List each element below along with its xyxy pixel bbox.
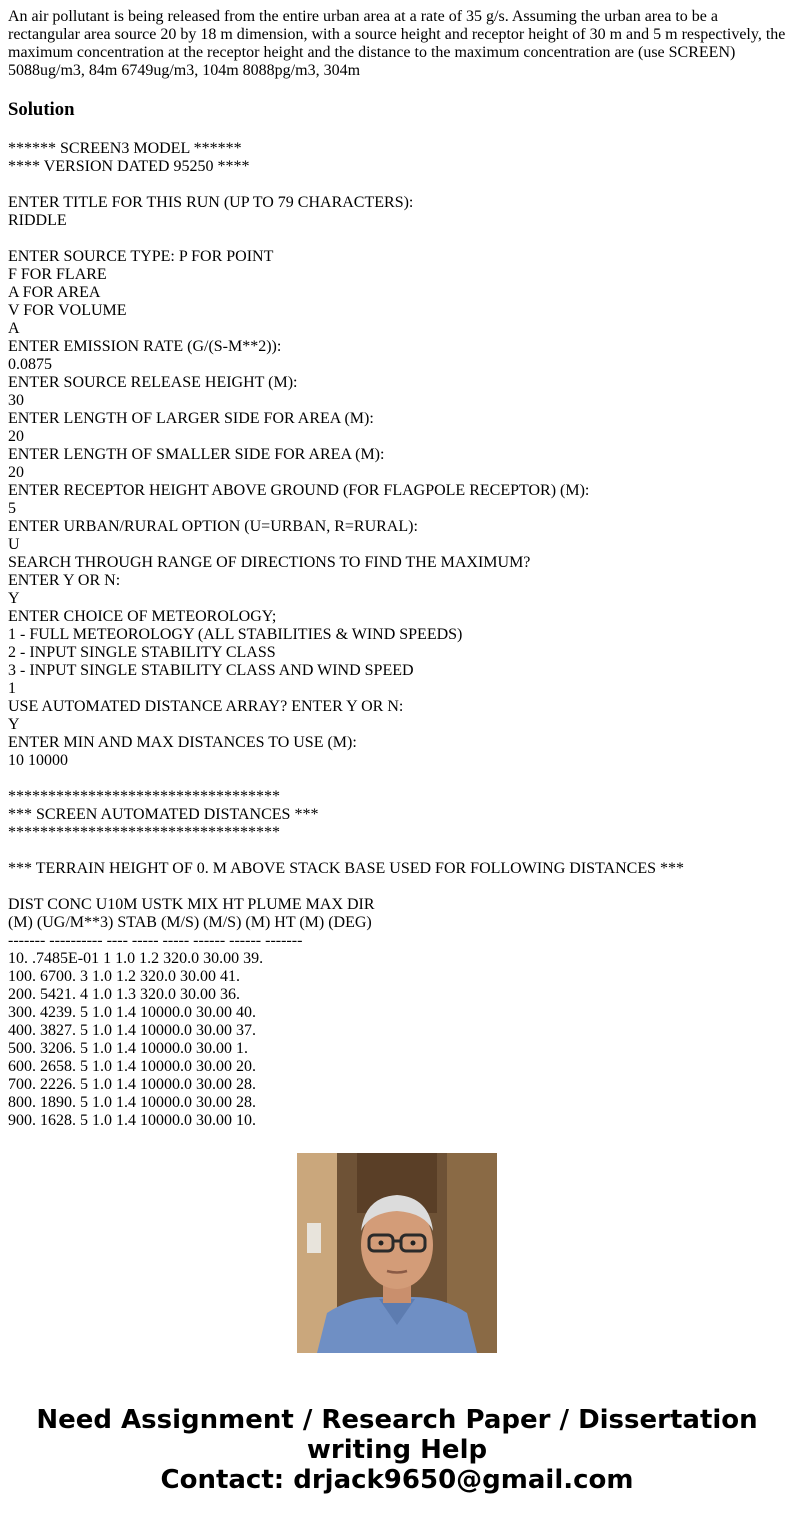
solution-line: A FOR AREA: [8, 284, 101, 301]
solution-line: 10 10000: [8, 752, 68, 769]
solution-line: RIDDLE: [8, 212, 67, 229]
solution-line: *** SCREEN AUTOMATED DISTANCES ***: [8, 806, 319, 823]
solution-line: [8, 176, 788, 194]
solution-line: ENTER SOURCE TYPE: P FOR POINT: [8, 248, 274, 265]
solution-line: DIST CONC U10M USTK MIX HT PLUME MAX DIR: [8, 896, 375, 913]
solution-line: ENTER LENGTH OF LARGER SIDE FOR AREA (M):: [8, 410, 374, 427]
solution-line: 10. .7485E-01 1 1.0 1.2 320.0 30.00 39.: [8, 950, 264, 967]
solution-line: ENTER CHOICE OF METEOROLOGY;: [8, 608, 277, 625]
solution-line: [8, 770, 788, 788]
question-text: An air pollutant is being released from the entire urban area at a rate of 35 g/s. Assuming the urban area to be a rectangular area source 20 by 18 m dimension, with a source height and receptor height of 30 m and 5 m respectively, the maximum concentration at the receptor height and the distance to the maximum concentration are (use SCREEN) 5088ug/m3, 84m 6749ug/m3, 104m 8088pg/m3, 304m: [8, 8, 786, 79]
solution-line: F FOR FLARE: [8, 266, 107, 283]
solution-line: 30: [8, 392, 24, 409]
solution-line: 700. 2226. 5 1.0 1.4 10000.0 30.00 28.: [8, 1076, 256, 1093]
solution-line: 300. 4239. 5 1.0 1.4 10000.0 30.00 40.: [8, 1004, 256, 1021]
contact-footer: [0, 1405, 794, 1495]
solution-line: SEARCH THROUGH RANGE OF DIRECTIONS TO FIND THE MAXIMUM?: [8, 554, 531, 571]
solution-line: ENTER RECEPTOR HEIGHT ABOVE GROUND (FOR FLAGPOLE RECEPTOR) (M):: [8, 482, 590, 499]
person-portrait-icon: [297, 1153, 497, 1353]
solution-line: ****** SCREEN3 MODEL ******: [8, 140, 242, 157]
solution-line: **********************************: [8, 788, 280, 805]
solution-line: Y: [8, 590, 20, 607]
solution-line: [8, 230, 788, 248]
solution-line: 3 - INPUT SINGLE STABILITY CLASS AND WIND SPEED: [8, 662, 414, 679]
solution-line: [8, 842, 788, 860]
solution-line: 20: [8, 428, 24, 445]
solution-line: ------- ---------- ---- ----- ----- ------ ------ -------: [8, 932, 303, 949]
solution-line: **** VERSION DATED 95250 ****: [8, 158, 250, 175]
solution-heading: Solution: [8, 99, 75, 120]
solution-line: 20: [8, 464, 24, 481]
solution-line: *** TERRAIN HEIGHT OF 0. M ABOVE STACK BASE USED FOR FOLLOWING DISTANCES ***: [8, 860, 684, 877]
solution-line: 400. 3827. 5 1.0 1.4 10000.0 30.00 37.: [8, 1022, 256, 1039]
solution-line: ENTER MIN AND MAX DISTANCES TO USE (M):: [8, 734, 357, 751]
solution-line: U: [8, 536, 20, 553]
solution-line: ENTER EMISSION RATE (G/(S-M**2)):: [8, 338, 282, 355]
document: [8, 8, 788, 1129]
solution-line: 5: [8, 500, 16, 517]
solution-line: 2 - INPUT SINGLE STABILITY CLASS: [8, 644, 276, 661]
solution-line: V FOR VOLUME: [8, 302, 127, 319]
solution-line: 100. 6700. 3 1.0 1.2 320.0 30.00 41.: [8, 968, 240, 985]
solution-output: [8, 140, 788, 1129]
solution-line: 200. 5421. 4 1.0 1.3 320.0 30.00 36.: [8, 986, 240, 1003]
solution-line: USE AUTOMATED DISTANCE ARRAY? ENTER Y OR N:: [8, 698, 404, 715]
solution-line: Y: [8, 716, 20, 733]
footer-line-1: Need Assignment / Research Paper / Dissertation: [36, 1405, 758, 1435]
solution-line: [8, 878, 788, 896]
author-photo: [297, 1153, 497, 1353]
solution-line: (M) (UG/M**3) STAB (M/S) (M/S) (M) HT (M) (DEG): [8, 914, 372, 931]
solution-line: 900. 1628. 5 1.0 1.4 10000.0 30.00 10.: [8, 1112, 256, 1129]
solution-line: 1: [8, 680, 16, 697]
solution-line: ENTER LENGTH OF SMALLER SIDE FOR AREA (M):: [8, 446, 385, 463]
solution-line: 600. 2658. 5 1.0 1.4 10000.0 30.00 20.: [8, 1058, 256, 1075]
solution-line: ENTER TITLE FOR THIS RUN (UP TO 79 CHARACTERS):: [8, 194, 414, 211]
solution-line: **********************************: [8, 824, 280, 841]
solution-line: ENTER SOURCE RELEASE HEIGHT (M):: [8, 374, 298, 391]
footer-contact-line: Contact: drjack9650@gmail.com: [160, 1465, 634, 1495]
footer-line-2: writing Help: [306, 1435, 488, 1465]
solution-line: ENTER URBAN/RURAL OPTION (U=URBAN, R=RURAL):: [8, 518, 418, 535]
solution-line: A: [8, 320, 20, 337]
solution-line: 0.0875: [8, 356, 52, 373]
solution-line: 500. 3206. 5 1.0 1.4 10000.0 30.00 1.: [8, 1040, 248, 1057]
solution-line: 800. 1890. 5 1.0 1.4 10000.0 30.00 28.: [8, 1094, 256, 1111]
solution-line: 1 - FULL METEOROLOGY (ALL STABILITIES & WIND SPEEDS): [8, 626, 463, 643]
solution-line: ENTER Y OR N:: [8, 572, 121, 589]
